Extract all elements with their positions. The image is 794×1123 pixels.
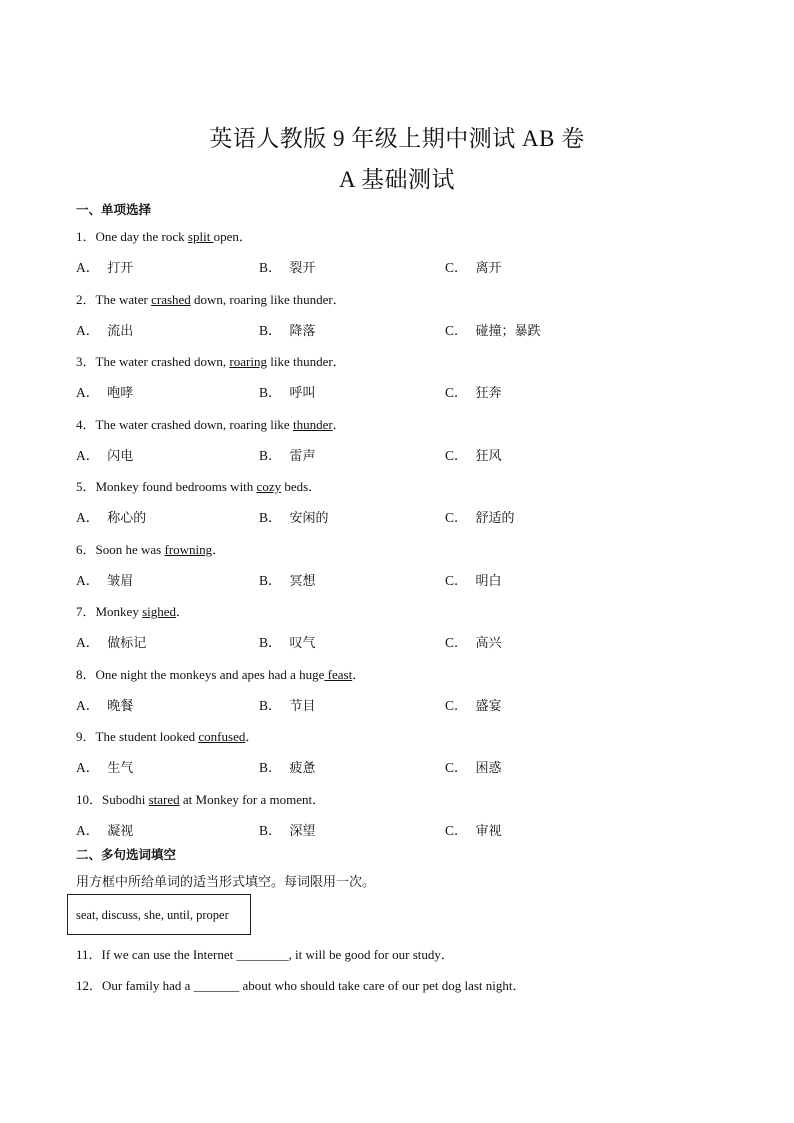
question-8 [76, 664, 365, 683]
fill-question-12: 12．Our family had a _______ about who should take care of our pet dog last night． [76, 978, 526, 993]
option-label: B． [259, 635, 282, 650]
fill-question-11: 11．If we can use the Internet ________, it will be good for our study． [76, 947, 454, 962]
option-label: C． [445, 572, 468, 588]
option-label: B． [259, 510, 282, 525]
question-text: 2．The water [76, 291, 152, 307]
option-label: A． [76, 510, 100, 525]
option-b [259, 631, 316, 651]
question-1 [76, 226, 252, 245]
option-a [76, 694, 133, 714]
option-text: 困惑 [475, 761, 502, 776]
option-label: A． [76, 635, 100, 650]
question-text: 7．Monkey [76, 604, 143, 619]
option-text: 雷声 [289, 448, 316, 464]
question-3 [76, 351, 346, 370]
options-row [76, 631, 676, 649]
options-row [76, 756, 676, 774]
question-2 [76, 289, 346, 308]
section-heading-word-fill: 二、多句选词填空 [76, 847, 177, 862]
question-text-end: ． [212, 541, 226, 557]
option-a [76, 819, 133, 839]
option-b [259, 694, 316, 714]
option-text: 凝视 [107, 823, 134, 839]
option-label: A． [76, 760, 100, 775]
option-text: 碰撞；暴跌 [475, 323, 541, 339]
option-label: A． [76, 447, 100, 463]
option-label: C． [445, 760, 468, 775]
option-text: 审视 [475, 823, 502, 839]
option-label: C． [445, 447, 468, 463]
option-b [259, 381, 316, 401]
question-text: 5．Monkey found bedrooms with [76, 479, 257, 494]
question-text-end: ． [245, 729, 259, 744]
option-b [259, 506, 329, 526]
option-text: 狂风 [475, 448, 502, 464]
option-text: 生气 [107, 761, 134, 776]
option-text: 裂开 [289, 261, 316, 276]
options-row [76, 444, 676, 462]
underlined-keyword: thunder [292, 416, 333, 432]
option-label: B． [259, 572, 282, 588]
option-a [76, 319, 133, 339]
question-text-end: ． [352, 666, 366, 682]
option-label: C． [445, 260, 468, 275]
word-box: seat, discuss, she, until, proper [67, 894, 251, 935]
option-c [445, 631, 502, 651]
option-text: 皱眉 [107, 573, 134, 589]
option-a [76, 756, 133, 776]
option-text: 盛宴 [475, 698, 502, 714]
underlined-keyword: crashed [151, 291, 191, 307]
option-b [259, 444, 316, 464]
option-label: A． [76, 697, 100, 713]
option-text: 明白 [475, 573, 502, 589]
question-text: 4．The water crashed down, roaring like [76, 416, 293, 432]
question-text-end: at Monkey for a moment． [179, 791, 326, 807]
option-c [445, 381, 502, 401]
option-c [445, 319, 541, 339]
option-b [259, 819, 316, 839]
document-title: 英语人教版 9 年级上期中测试 AB 卷 [209, 126, 585, 151]
option-text: 称心的 [107, 511, 147, 526]
option-c [445, 444, 502, 464]
options-row [76, 569, 676, 587]
option-label: B． [259, 760, 282, 775]
question-text: 8．One night the monkeys and apes had a huge [76, 666, 325, 682]
underlined-keyword: roaring [229, 354, 267, 369]
option-a [76, 444, 133, 464]
option-label: B． [259, 447, 282, 463]
options-row [76, 381, 676, 399]
option-text: 闪电 [107, 448, 134, 464]
option-text: 打开 [107, 261, 134, 276]
question-text: 1．One day the rock [76, 229, 188, 244]
question-4 [76, 414, 346, 433]
option-label: C． [445, 322, 468, 338]
question-text: 3．The water crashed down, [76, 354, 230, 369]
underlined-keyword: stared [148, 791, 180, 807]
option-label: B． [259, 822, 282, 838]
option-label: A． [76, 822, 100, 838]
option-label: A． [76, 322, 100, 338]
option-text: 疲惫 [289, 761, 316, 776]
option-text: 舒适的 [475, 511, 515, 526]
options-row [76, 256, 676, 274]
options-row [76, 694, 676, 712]
underlined-keyword: cozy [256, 479, 282, 494]
question-text-end: beds． [281, 479, 322, 494]
option-label: B． [259, 322, 282, 338]
option-c [445, 569, 502, 589]
option-text: 做标记 [107, 636, 147, 651]
option-b [259, 756, 316, 776]
option-c [445, 694, 502, 714]
question-text-end: ． [332, 416, 346, 432]
option-label: A． [76, 260, 100, 275]
option-b [259, 319, 316, 339]
section-heading-single-choice: 一、单项选择 [76, 202, 152, 217]
underlined-keyword: confused [198, 729, 246, 744]
option-label: B． [259, 260, 282, 275]
underlined-keyword: feast [324, 666, 353, 682]
option-a [76, 506, 146, 526]
option-c [445, 819, 502, 839]
question-text-end: down, roaring like thunder． [190, 291, 346, 307]
option-text: 深望 [289, 823, 316, 839]
question-text: 9．The student looked [76, 729, 199, 744]
option-label: C． [445, 510, 468, 525]
option-text: 离开 [475, 261, 502, 276]
option-label: B． [259, 697, 282, 713]
option-c [445, 506, 515, 526]
question-text: 6．Soon he was [76, 541, 165, 557]
question-text-end: ． [176, 604, 190, 619]
option-text: 呼叫 [289, 386, 316, 401]
option-text: 降落 [289, 323, 316, 339]
option-a [76, 569, 133, 589]
option-label: C． [445, 697, 468, 713]
option-text: 节目 [289, 698, 316, 714]
question-5 [76, 476, 321, 495]
option-c [445, 256, 502, 276]
question-6 [76, 539, 225, 558]
option-text: 冥想 [289, 573, 316, 589]
option-text: 叹气 [289, 636, 316, 651]
document-subtitle: A 基础测试 [338, 167, 456, 192]
option-label: C． [445, 385, 468, 400]
option-label: B． [259, 385, 282, 400]
option-a [76, 381, 133, 401]
option-label: C． [445, 822, 468, 838]
options-row [76, 506, 676, 524]
option-label: A． [76, 385, 100, 400]
option-text: 安闲的 [289, 511, 329, 526]
option-label: C． [445, 635, 468, 650]
question-text-end: like thunder． [266, 354, 346, 369]
option-a [76, 631, 146, 651]
question-10 [76, 789, 325, 808]
option-text: 狂奔 [475, 386, 502, 401]
option-text: 流出 [107, 323, 134, 339]
question-9 [76, 726, 258, 745]
fill-instruction: 用方框中所给单词的适当形式填空。每词限用一次。 [76, 875, 376, 890]
options-row [76, 319, 676, 337]
question-text: 10．Subodhi [76, 791, 149, 807]
underlined-keyword: frowning [164, 541, 213, 557]
option-a [76, 256, 133, 276]
options-row [76, 819, 676, 837]
option-text: 晚餐 [107, 698, 134, 714]
option-b [259, 256, 316, 276]
option-b [259, 569, 316, 589]
option-label: A． [76, 572, 100, 588]
question-7 [76, 601, 189, 620]
underlined-keyword: sighed [142, 604, 177, 619]
option-text: 高兴 [475, 636, 502, 651]
option-c [445, 756, 502, 776]
option-text: 咆哮 [107, 386, 134, 401]
question-text-end: open． [213, 229, 252, 244]
underlined-keyword: split [187, 229, 214, 244]
